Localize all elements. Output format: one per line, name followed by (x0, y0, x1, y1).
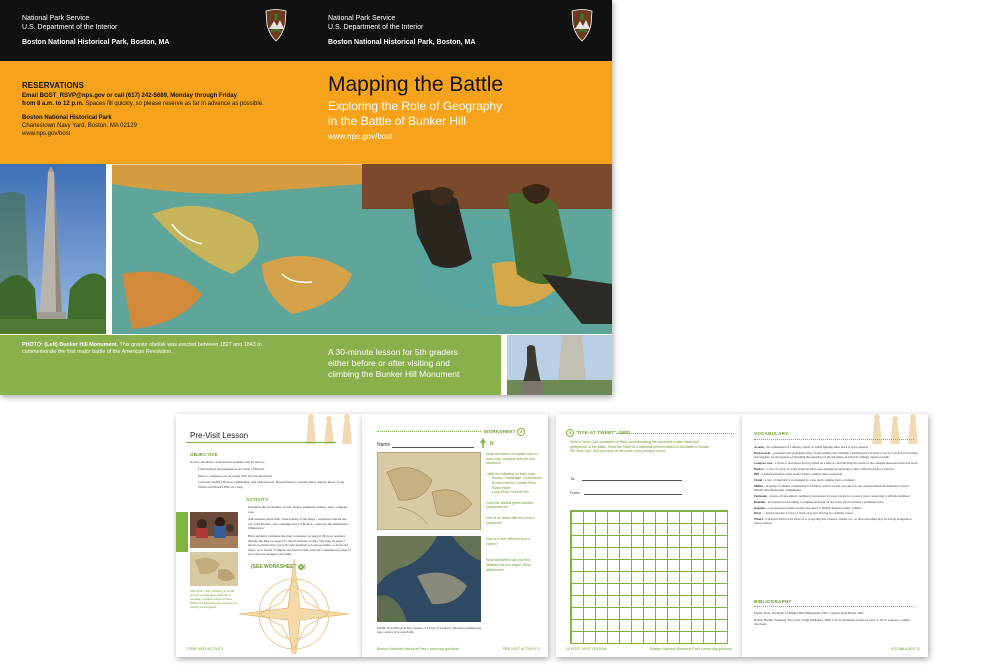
from-label: From: (570, 490, 581, 495)
cover-orange-band (0, 61, 612, 164)
vocab-term: Compass rose (754, 460, 773, 465)
page-footer-center: Boston National Historical Park • www.nps.gov/bost (650, 647, 732, 651)
list-item: Draw a compass rose on a map with all four directions (198, 473, 273, 478)
booklet2-left-page (556, 414, 742, 657)
booklet1-right-page (362, 414, 548, 657)
name-field[interactable] (392, 447, 474, 448)
park-line-front: Boston National Historical Park, Boston, MA (328, 39, 476, 46)
photo-caption: PHOTO: (Left) Bunker Hill Monument. This granite obelisk was erected between 1827 and 1843 to commemorate the first major battle of the American Revolution. (22, 342, 262, 355)
photo-caption-bar (0, 335, 306, 395)
brochure-cover (0, 0, 612, 395)
title-rule (186, 442, 336, 443)
vocab-definition: - an group of citizens volunteering for military service, in this case refers to the colonial American institution of local militias that defend their communities (754, 483, 909, 493)
list-item: Englar, Mary. The Battle of Bunker Hill. Minneapolis, MN: Compass Point Books, 2007. (754, 611, 865, 615)
soldiers-silhouette-icon (867, 414, 925, 446)
booklet1-left-page (176, 414, 362, 657)
cover-title: Mapping the Battle (328, 73, 504, 96)
address-line: Charlestown Navy Yard, Boston, MA 02129 (22, 123, 137, 129)
vocab-entry (754, 445, 918, 449)
vocab-entry (754, 478, 918, 482)
list-item: Boston Harbor, Charles River, Mystic River (492, 480, 537, 490)
vocab-term: Breastworks (754, 450, 771, 455)
grid-instructions: Write a Tweet (140 characters or less) communicating the document's main ideas and perspective of the battle. Send the Tweet to a historical person related to the Battle of Bunker Hill, from "you" as if you were at the writer of the primary source. (570, 440, 710, 454)
worksheet-rule (377, 431, 481, 432)
statue-photo (507, 335, 612, 395)
name-label: Name (377, 442, 391, 448)
nps-arrowhead-icon (570, 9, 594, 42)
north-arrow-icon (478, 438, 488, 448)
nps-arrowhead-icon (264, 9, 288, 42)
reservations-block (22, 81, 292, 138)
objective-heading: OBJECTIVE (190, 452, 218, 457)
list-item: Introduce the vocabulary words: island, peninsula, harbor, river, compass rose. (248, 505, 348, 514)
vocab-entry (754, 467, 918, 471)
vocab-entry (754, 484, 918, 492)
grid-heading: 3 "DYE-AT TWEET" GRID (566, 429, 631, 437)
vocab-definition: - an area of land almost completely surrounded by water except for a narrow piece connecting it with the mainland (766, 493, 910, 498)
cover-subtitle: Exploring the Role of Geography in the Battle of Bunker Hill (328, 99, 503, 128)
bibliography-heading: BIBLIOGRAPHY (754, 599, 792, 604)
vocab-entry (754, 472, 918, 476)
vocab-definition: - a natural stream of water of fairly large size flowing in a definite course (761, 511, 853, 516)
page-footer: 2 PRE-VISIT ACTIVITY (186, 647, 224, 651)
vocab-definition: - prolonged and permanent effort of surrounding and attacking a fortified place in such a way as to isolate it from help and supplies, for the purpose of lessening the resistance of the defenders and thereby making capture possible (754, 450, 918, 459)
cover-web[interactable]: www.nps.gov/bost (328, 132, 393, 141)
booklet2-right-page (742, 414, 928, 657)
vocab-entry (754, 494, 918, 498)
grid-rule (616, 433, 734, 434)
list-item: Long Wharf, Breed's Hill (492, 490, 529, 495)
address-web[interactable]: www.nps.gov/bost (22, 131, 71, 137)
vocab-term: Militia (754, 483, 763, 488)
cover-photo-strip (0, 164, 612, 334)
vocab-definition: - a professional soldier, in this case refers to British "Regular Army" soldiers (765, 505, 862, 510)
vocab-entry (754, 451, 918, 459)
list-item: Have students complete the map worksheet on page 6 (Note to teachers: enlarge the map on page 2 to check students' work). The map on page 7 shows locations that you will want students to look up online, or from old maps, or in books. Compare the historic map with the contemporary map to see what has changed over time. (248, 533, 351, 557)
vocab-term: Peninsula (754, 493, 767, 498)
list-item: How is an island different from a peninsula? (486, 515, 535, 525)
park-line: Boston National Historical Park, Boston, MA (22, 39, 170, 46)
reservations-heading: RESERVATIONS (22, 81, 84, 90)
reservations-contact: Email BOST_RSVP@nps.gov or call (617) 242-5689, Monday through Friday (22, 93, 237, 99)
to-field[interactable] (582, 480, 682, 481)
list-item: Draw and label a compass rose on each map complete with the four directions (486, 452, 539, 466)
photos-caption: PHOTOS: (Top) Working in small groups encourages students to consider multiple points of view. (Bottom) Historical map courtesy of Library of Congress. (190, 589, 237, 609)
objective-list (198, 467, 348, 489)
list-item: Correctly identify Boston, Cambridge, and Charlestown, Boston Harbor, Charles River, Mystic River, Long Wharf and Breed's Hill on a map (198, 480, 345, 489)
vocab-definition: - a circle or decorative device printed on a map or chart showing the points of the compass measured from true north (772, 460, 918, 465)
vocab-term: Hill (754, 472, 759, 477)
worksheet-steps (486, 452, 542, 572)
agency-name: National Park Service U.S. Department of the Interior (22, 15, 118, 31)
vocab-term: Redoubt (754, 499, 766, 504)
cover-back-header (0, 0, 306, 61)
vocab-definition: - an isolated work forming a complete enclosure of any form, used to defend a prominent point (765, 499, 884, 504)
vocab-entry (754, 506, 918, 510)
historical-boston-map (377, 452, 481, 530)
lesson-description: A 30-minute lesson for 5th graders either before or after visiting and climbing the Bunker Hill Monument (328, 347, 460, 379)
list-item: How is a river different from a harbor? (486, 537, 531, 546)
list-item: Label the following on each map: (486, 471, 536, 476)
vocab-definition: - a tract of land that is surrounded by water and is smaller than a continent (762, 478, 855, 483)
tweet-grid[interactable] (570, 510, 728, 644)
vocab-definition: - a structure built on the shore of or projecting into a harbor, stream, etc., so that boats/ships may be tied up alongside to load or unload (754, 517, 912, 526)
vocab-definition: - a part of a body of water along the shore deep enough for anchoring a ship, often has docks or wharves (763, 466, 894, 471)
vocab-entry (754, 461, 918, 465)
lesson-title: Pre-Visit Lesson (190, 431, 249, 440)
vocab-term: Island (754, 478, 763, 483)
activity-heading: ACTIVITY (246, 497, 269, 502)
vocab-rule (754, 439, 914, 440)
north-label: N (490, 441, 494, 447)
vocab-entry (754, 517, 918, 525)
students-photo (190, 512, 238, 548)
vocab-definition: - the culmination of a military attack, in which fighting takes place at close quarters (763, 445, 869, 449)
compass-rose-icon (234, 554, 354, 654)
list-item: What similarities can you find between the two maps? What differences? (486, 558, 531, 572)
vocab-entry (754, 500, 918, 504)
monument-photo (0, 164, 106, 334)
list-item: Boston, Cambridge, Charlestown (492, 476, 542, 481)
objective-intro: At the conclusion of the lesson students will be able to: (190, 460, 265, 464)
from-field[interactable] (584, 494, 682, 495)
list-item: Label islands and peninsulas on a map of Boston (198, 467, 265, 471)
floor-map-photo (112, 164, 612, 334)
vocab-term: Wharf (754, 517, 763, 522)
green-accent-bar (176, 512, 188, 552)
biblio-rule (754, 606, 914, 607)
reservations-hours: from 8 a.m. to 12 p.m. Spaces fill quickly, so please reserve as far in advance as possible. (22, 101, 264, 107)
page-footer-right: PRE-VISIT ACTIVITY 3 (502, 647, 540, 651)
page-footer-center: Boston National Historical Park • www.nps.gov/bost (377, 647, 459, 651)
bibliography-list (754, 611, 918, 627)
historical-map-photo (190, 552, 238, 586)
agency-name-front: National Park Service U.S. Department of the Interior (328, 15, 424, 31)
cover-title-block (328, 73, 598, 141)
vocabulary-heading: VOCABULARY (754, 431, 789, 436)
cover-front-header (306, 0, 612, 61)
page-footer-right: VOCABULARY 11 (890, 647, 920, 651)
lesson-description-bar (306, 335, 501, 395)
vocab-definition: - a natural elevation of the earth's surface, smaller than a mountain (759, 472, 843, 477)
satellite-boston-map (377, 536, 481, 622)
vocab-entry (754, 511, 918, 515)
list-item: Hudak, Heather. Mapping. New York: Weigl Publishers, 2008. p.10-11 landforms, bodies of water. p. 20-21 compass, cardinal directions. (754, 618, 911, 627)
list-item: Color the islands green and the peninsulas red (486, 500, 534, 510)
worksheet-heading: WORKSHEET 2 (484, 428, 525, 436)
page-footer-left: 10 POST-VISIT LESSON (566, 647, 607, 651)
vocabulary-list (754, 445, 918, 527)
vocab-term: Assault (754, 445, 764, 449)
list-item: Ask students share their observations of the maps - compare/contrast the two (one historic, one contemporary) of Boston - what are the similarities, differences? (248, 517, 349, 531)
maps-caption: MAPS: (Top) Historical map courtesy of Library of Congress. (Bottom) Contemporary map courtesy of Google Earth. (377, 626, 482, 634)
see-worksheet-link[interactable]: (SEE WORKSHEET 2 ) (251, 564, 306, 570)
address-title: Boston National Historical Park (22, 115, 112, 121)
activity-list (248, 505, 352, 557)
to-label: To: (570, 476, 576, 481)
vocab-term: Harbor (754, 466, 764, 471)
vocab-term: River (754, 511, 762, 516)
vocab-term: Regulars (754, 505, 766, 510)
